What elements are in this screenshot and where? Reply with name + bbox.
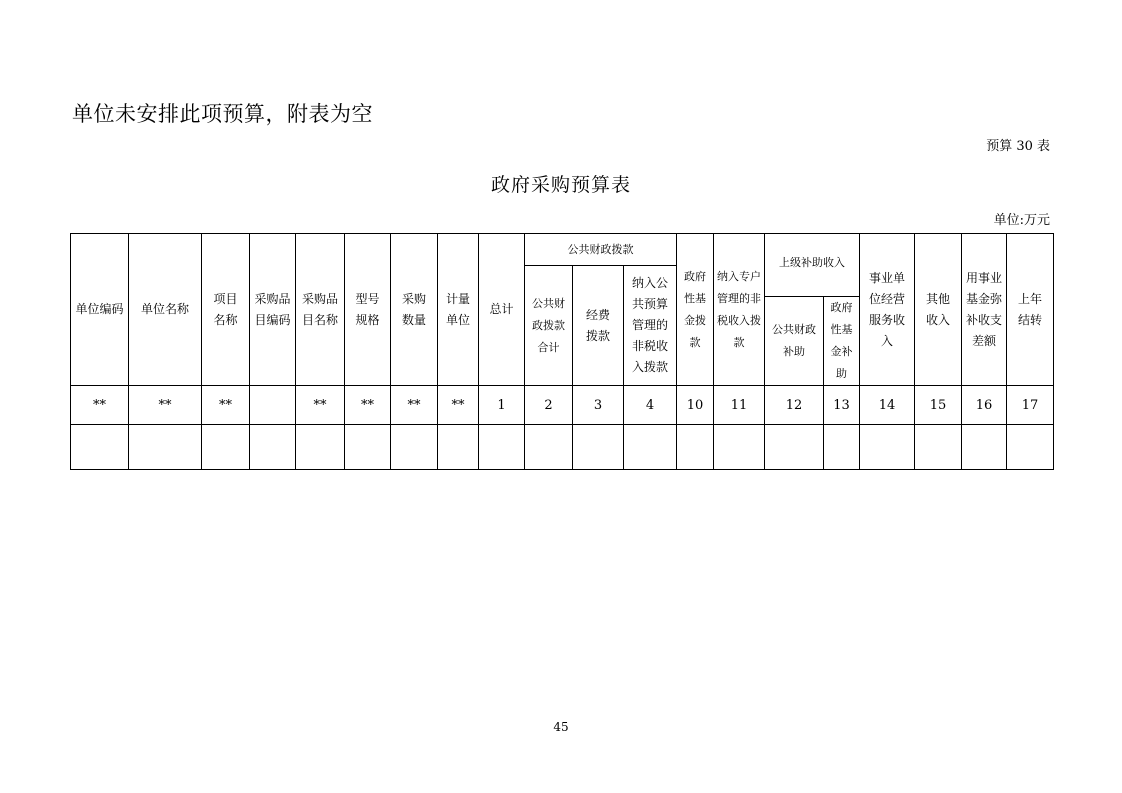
code-cell: 10: [677, 386, 714, 425]
page-title: 政府采购预算表: [490, 174, 631, 196]
code-cell: **: [345, 386, 391, 425]
header-fund-balance: 用事业 基金弥 补收支 差额: [962, 234, 1007, 386]
code-cell: **: [129, 386, 202, 425]
code-row: [71, 386, 1054, 425]
code-cell: **: [71, 386, 129, 425]
header-business-income: 事业单 位经营 服务收 入: [860, 234, 915, 386]
notice-text: 单位未安排此项预算，附表为空: [72, 102, 373, 126]
empty-cell: [438, 425, 479, 470]
empty-data-row: [71, 425, 1054, 470]
code-cell: 17: [1007, 386, 1054, 425]
header-special-nontax: 纳入专户 管理的非 税收入拨 款: [714, 234, 765, 386]
procurement-budget-table: [70, 233, 1054, 470]
header-funding: 经费 拨款: [573, 266, 624, 386]
empty-cell: [573, 425, 624, 470]
empty-cell: [962, 425, 1007, 470]
empty-cell: [345, 425, 391, 470]
header-public-fiscal-subsidy: 公共财政 补助: [765, 297, 824, 386]
empty-cell: [525, 425, 573, 470]
empty-cell: [765, 425, 824, 470]
code-cell: 13: [824, 386, 860, 425]
code-cell: 14: [860, 386, 915, 425]
empty-cell: [677, 425, 714, 470]
code-cell: [250, 386, 296, 425]
unit-label: 单位:万元: [993, 213, 1050, 228]
empty-cell: [860, 425, 915, 470]
code-cell: **: [296, 386, 345, 425]
header-item-code: 采购品 目编码: [250, 234, 296, 386]
header-total: 总计: [479, 234, 525, 386]
empty-cell: [71, 425, 129, 470]
code-cell: 15: [915, 386, 962, 425]
code-cell: 3: [573, 386, 624, 425]
empty-cell: [250, 425, 296, 470]
header-measure-unit: 计量 单位: [438, 234, 479, 386]
header-unit-name: 单位名称: [129, 234, 202, 386]
code-cell: 12: [765, 386, 824, 425]
header-public-fiscal-total: 公共财 政拨款 合计: [525, 266, 573, 386]
header-model: 型号 规格: [345, 234, 391, 386]
empty-cell: [1007, 425, 1054, 470]
empty-cell: [296, 425, 345, 470]
empty-cell: [129, 425, 202, 470]
header-nontax-in-budget: 纳入公 共预算 管理的 非税收 入拨款: [624, 266, 677, 386]
empty-cell: [624, 425, 677, 470]
code-cell: 11: [714, 386, 765, 425]
code-cell: **: [391, 386, 438, 425]
empty-cell: [202, 425, 250, 470]
code-cell: **: [438, 386, 479, 425]
header-carry-over: 上年 结转: [1007, 234, 1054, 386]
code-cell: 4: [624, 386, 677, 425]
header-unit-code: 单位编码: [71, 234, 129, 386]
empty-cell: [391, 425, 438, 470]
header-public-fiscal: 公共财政拨款: [525, 234, 677, 266]
header-gov-fund: 政府 性基 金拨 款: [677, 234, 714, 386]
empty-cell: [714, 425, 765, 470]
empty-cell: [824, 425, 860, 470]
table-number: 预算 30 表: [986, 139, 1050, 154]
header-gov-fund-subsidy: 政府 性基 金补 助: [824, 297, 860, 386]
header-item-name: 采购品 目名称: [296, 234, 345, 386]
header-project-name: 项目 名称: [202, 234, 250, 386]
code-cell: **: [202, 386, 250, 425]
empty-cell: [479, 425, 525, 470]
code-cell: 16: [962, 386, 1007, 425]
header-quantity: 采购 数量: [391, 234, 438, 386]
header-superior-subsidy: 上级补助收入: [765, 234, 860, 297]
empty-cell: [915, 425, 962, 470]
code-cell: 2: [525, 386, 573, 425]
header-other-income: 其他 收入: [915, 234, 962, 386]
page-number: 45: [553, 720, 569, 734]
code-cell: 1: [479, 386, 525, 425]
